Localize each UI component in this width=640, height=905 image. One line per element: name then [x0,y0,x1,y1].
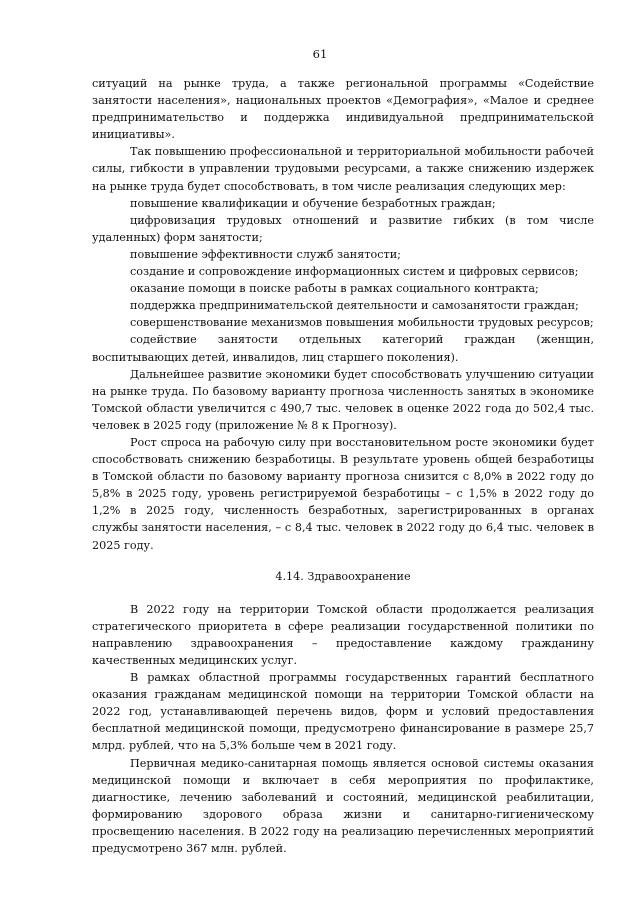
list-item: оказание помощи в поиске работы в рамках социального контракта; [130,282,539,296]
list-item: поддержка предпринимательской деятельности и самозанятости граждан; [130,299,579,313]
paragraph: Рост спроса на рабочую силу при восстановительном росте экономики будет способствовать снижению безработицы. В результате уровень общей безработицы в Томской области по базовому варианту прогноза снизится с 8,0% в 2022 году до 5,8% в 2025 году, уровень регистрируемой безработицы – с 1,5% в 2022 году до 1,2% в 2025 году, численность безработных, зарегистрированных в органах службы занятости населения, – с 8,4 тыс. человек в 2022 году до 6,4 тыс. человек в 2025 году. [92,435,594,552]
paragraph: Дальнейшее развитие экономики будет способствовать улучшению ситуации на рынке труда. По базовому варианту прогноза численность занятых в экономике Томской области увеличится с 490,7 тыс. человек в оценке 2022 года до 502,4 тыс. человек в 2025 году (приложение № 8 к Прогнозу). [92,367,594,432]
document-body [92,75,594,857]
paragraph: В 2022 году на территории Томской области продолжается реализация стратегического приоритета в сфере реализации государственной политики по направлению здравоохранения – предоставление каждому гражданину качественных медицинских услуг. [92,602,594,667]
section-heading: 4.14. Здравоохранение [275,569,411,583]
paragraph: Так повышению профессиональной и территориальной мобильности рабочей силы, гибкости в управлении трудовыми ресурсами, а также снижению издержек на рынке труда будет способствовать, в том числе реализация следующих мер: [92,145,594,193]
list-item: создание и сопровождение информационных систем и цифровых сервисов; [130,265,579,279]
list-item: повышение квалификации и обучение безработных граждан; [130,196,496,210]
list-item: цифровизация трудовых отношений и развитие гибких (в том числе удаленных) форм занятости; [92,213,594,244]
paragraph: ситуаций на рынке труда, а также региональной программы «Содействие занятости населения», национальных проектов «Демография», «Малое и среднее предпринимательство и поддержка индивидуальной предпринимательской инициативы». [92,77,594,142]
list-item: повышение эффективности служб занятости; [130,247,401,261]
page-number: 61 [312,47,328,61]
paragraph: В рамках областной программы государственных гарантий бесплатного оказания гражданам медицинской помощи на территории Томской области на 2022 год, устанавливающей перечень видов, форм и условий предоставления бесплатной медицинской помощи, предусмотрено финансирование в размере 25,7 млрд. рублей, что на 5,3% больше чем в 2021 году. [92,671,594,753]
paragraph: Первичная медико-санитарная помощь является основой системы оказания медицинской помощи и включает в себя мероприятия по профилактике, диагностике, лечению заболеваний и состояний, медицинской реабилитации, формированию здорового образа жизни и санитарно-гигиеническому просвещению населения. В 2022 году на реализацию перечисленных мероприятий предусмотрено 367 млн. рублей. [92,756,594,856]
list-item: совершенствование механизмов повышения мобильности трудовых ресурсов; [130,316,594,330]
list-item: содействие занятости отдельных категорий граждан (женщин, воспитывающих детей, инвалидов, лиц старшего поколения). [92,333,594,364]
